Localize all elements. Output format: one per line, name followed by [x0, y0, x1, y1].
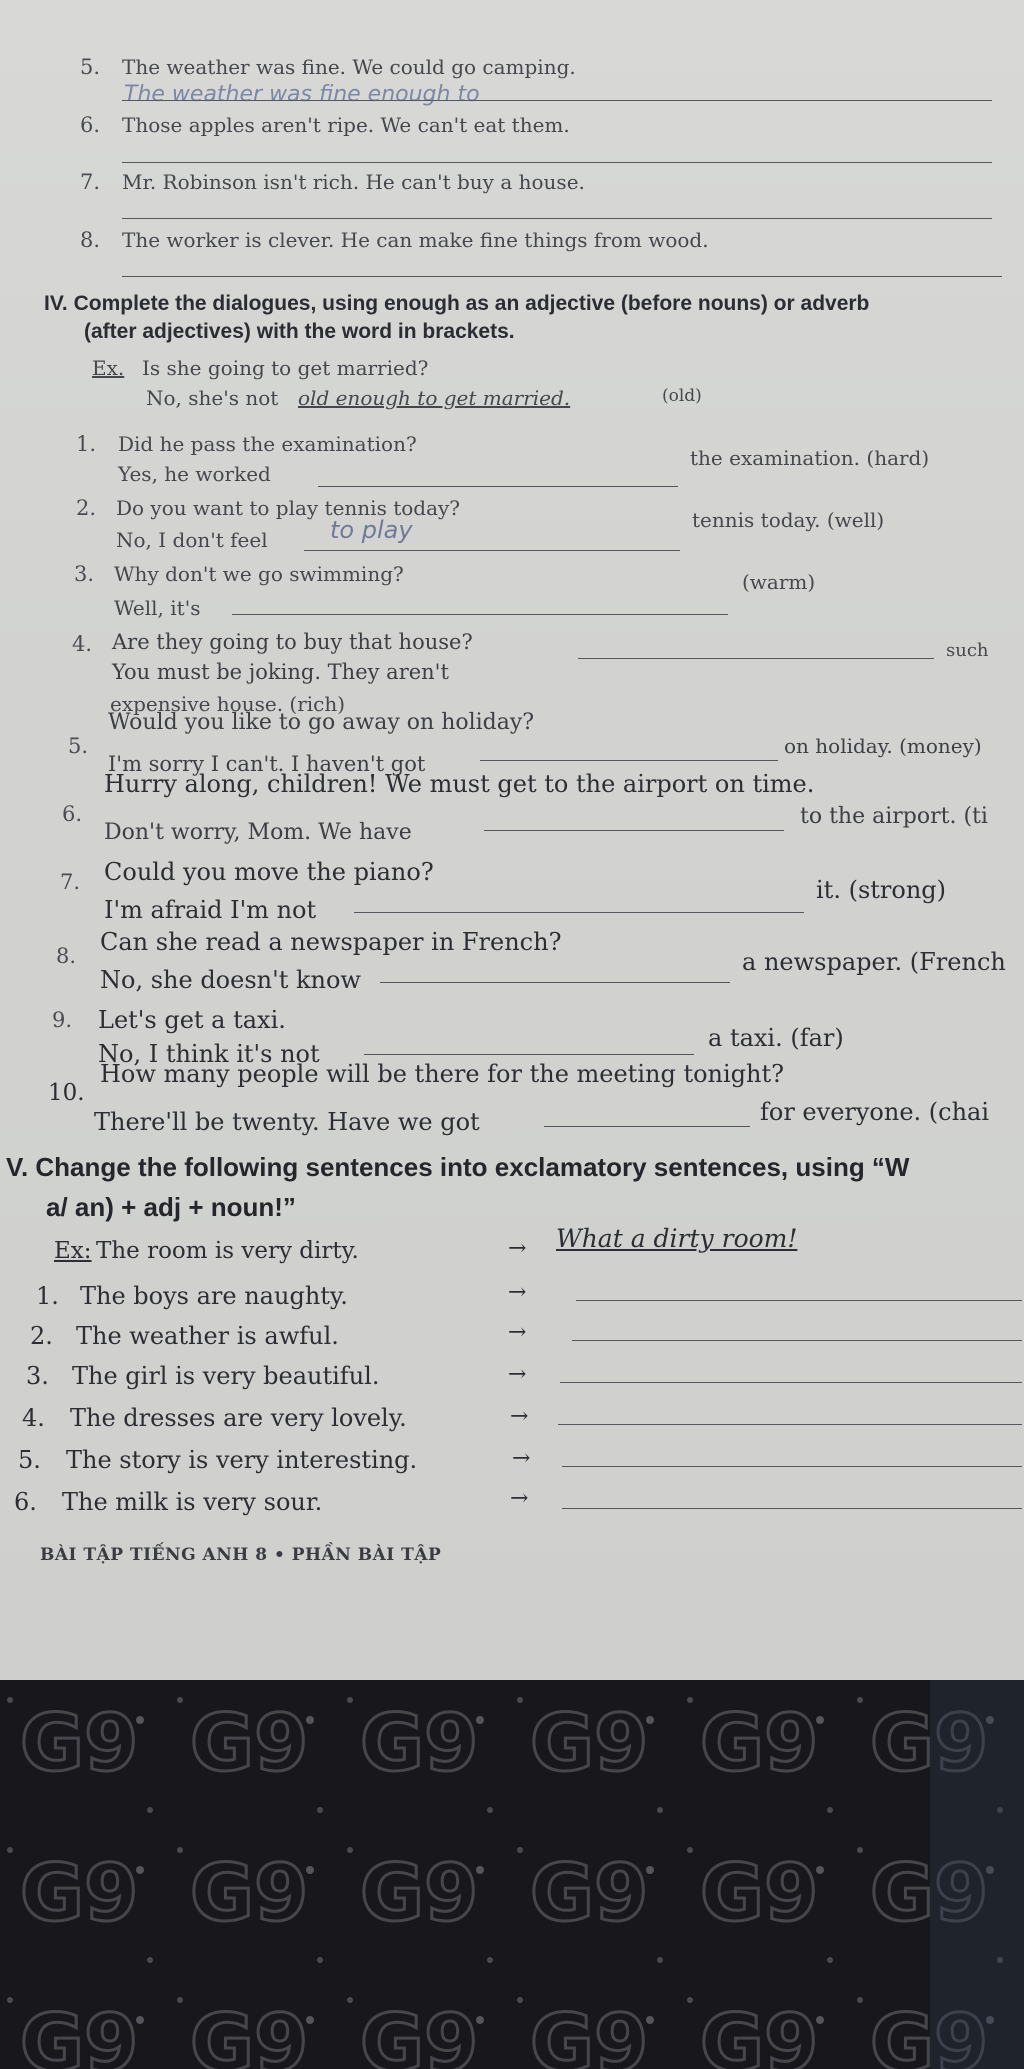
dialogue-answer-prefix: No, I don't feel: [116, 528, 268, 552]
dialogue-answer-prefix: Yes, he worked: [118, 462, 271, 486]
answer-blank[interactable]: [544, 1126, 750, 1127]
item-number: 5.: [18, 1446, 41, 1474]
dialogue-answer-prefix: No, I think it's not: [98, 1040, 320, 1068]
dialogue-extra: expensive house. (rich): [110, 692, 346, 716]
dialogue-hint: on holiday. (money): [784, 734, 982, 758]
example-label: Ex.: [92, 356, 125, 380]
dialogue-answer-prefix: No, she doesn't know: [100, 966, 361, 994]
item-number: 2.: [76, 496, 97, 520]
answer-blank[interactable]: [122, 276, 1002, 277]
answer-blank[interactable]: [576, 1300, 1022, 1301]
dialogue-question: Would you like to go away on holiday?: [108, 710, 535, 735]
item-number: 7.: [80, 170, 101, 194]
section-iv-title-cont: (after adjectives) with the word in brackets.: [84, 320, 515, 343]
page-footer: BÀI TẬP TIẾNG ANH 8 • PHẦN BÀI TẬP: [40, 1545, 442, 1565]
item-text: Mr. Robinson isn't rich. He can't buy a house.: [122, 170, 585, 194]
answer-blank[interactable]: [562, 1466, 1022, 1467]
item-text: The weather was fine. We could go camping.: [122, 55, 576, 79]
answer-blank[interactable]: [354, 912, 804, 913]
item-number: 7.: [60, 870, 81, 894]
dialogue-answer-prefix: I'm sorry I can't. I haven't got: [108, 752, 426, 776]
item-number: 8.: [80, 228, 101, 252]
exclamation-sentence: The milk is very sour.: [62, 1488, 323, 1516]
example-sentence: The room is very dirty.: [96, 1238, 359, 1264]
answer-blank[interactable]: [122, 100, 992, 101]
item-number: 3.: [74, 562, 95, 586]
item-number: 2.: [30, 1322, 53, 1350]
dialogue-question: Why don't we go swimming?: [114, 562, 404, 586]
example-answer: old enough to get married.: [298, 386, 571, 410]
example-answer-prefix: No, she's not: [146, 386, 279, 410]
item-number: 6.: [62, 802, 83, 826]
item-number: 5.: [80, 55, 101, 79]
arrow-icon: →: [510, 1404, 529, 1429]
answer-blank[interactable]: [122, 162, 992, 163]
dialogue-question: Are they going to buy that house?: [112, 630, 473, 654]
arrow-icon: →: [508, 1280, 527, 1305]
answer-blank[interactable]: [364, 1054, 694, 1055]
section-v-title: V. Change the following sentences into exclamatory sentences, using “W: [6, 1152, 910, 1182]
example-question: Is she going to get married?: [142, 356, 429, 380]
dialogue-answer-prefix: I'm afraid I'm not: [104, 896, 317, 924]
example-label: Ex:: [54, 1238, 92, 1264]
item-text: The worker is clever. He can make fine things from wood.: [122, 228, 709, 252]
dialogue-question: How many people will be there for the meeting tonight?: [100, 1060, 785, 1088]
answer-blank[interactable]: [122, 218, 992, 219]
dialogue-answer-prefix: Don't worry, Mom. We have: [104, 820, 412, 845]
exclamation-sentence: The story is very interesting.: [66, 1446, 418, 1474]
exclamation-sentence: The boys are naughty.: [80, 1282, 348, 1310]
answer-blank[interactable]: [560, 1382, 1022, 1383]
dialogue-hint: tennis today. (well): [692, 508, 885, 532]
item-number: 6.: [14, 1488, 37, 1516]
item-number: 8.: [56, 944, 77, 968]
dialogue-hint: it. (strong): [816, 876, 947, 904]
dialogue-answer-prefix: Well, it's: [114, 596, 201, 620]
arrow-icon: →: [512, 1446, 531, 1471]
dialogue-question: Do you want to play tennis today?: [116, 496, 461, 520]
dialogue-hint: a newspaper. (French: [742, 948, 1006, 976]
dialogue-hint: (warm): [742, 570, 816, 594]
dialogue-question: Could you move the piano?: [104, 858, 434, 886]
dialogue-question: Can she read a newspaper in French?: [100, 928, 562, 956]
item-text: Those apples aren't ripe. We can't eat them.: [122, 113, 570, 137]
arrow-icon: →: [508, 1236, 527, 1261]
handwritten-answer: The weather was fine enough to: [124, 82, 480, 107]
answer-blank[interactable]: [562, 1508, 1022, 1509]
arrow-icon: →: [508, 1362, 527, 1387]
dialogue-question: Did he pass the examination?: [118, 432, 417, 456]
exclamation-sentence: The dresses are very lovely.: [70, 1404, 407, 1432]
dialogue-hint: to the airport. (ti: [800, 804, 988, 829]
fabric-pattern-image: [0, 1680, 1024, 2069]
item-number: 6.: [80, 113, 101, 137]
dialogue-answer-prefix: You must be joking. They aren't: [112, 660, 449, 684]
section-v-title-cont: a/ an) + adj + noun!”: [46, 1192, 296, 1222]
dialogue-answer-prefix: There'll be twenty. Have we got: [94, 1108, 480, 1136]
dialogue-hint: a taxi. (far): [708, 1024, 844, 1052]
answer-blank[interactable]: [484, 830, 784, 831]
answer-blank[interactable]: [578, 658, 934, 659]
answer-blank[interactable]: [318, 486, 678, 487]
dialogue-hint: such: [946, 640, 989, 661]
example-answer: What a dirty room!: [556, 1224, 798, 1253]
dialogue-hint: for everyone. (chai: [760, 1098, 990, 1126]
handwritten-answer: to play: [330, 516, 413, 544]
example-hint: (old): [662, 386, 702, 406]
arrow-icon: →: [508, 1320, 527, 1345]
item-number: 4.: [72, 632, 93, 656]
item-number: 1.: [76, 432, 97, 456]
answer-blank[interactable]: [380, 982, 730, 983]
section-iv-title: IV. Complete the dialogues, using enough as an adjective (before nouns) or adverb: [44, 292, 870, 315]
answer-blank[interactable]: [572, 1340, 1022, 1341]
item-number: 10.: [48, 1080, 85, 1106]
answer-blank[interactable]: [558, 1424, 1022, 1425]
answer-blank[interactable]: [480, 760, 778, 761]
answer-blank[interactable]: [304, 550, 680, 551]
background-fabric: [0, 1680, 1024, 2069]
arrow-icon: →: [510, 1486, 529, 1511]
item-number: 3.: [26, 1362, 49, 1390]
exclamation-sentence: The girl is very beautiful.: [72, 1362, 380, 1390]
dialogue-question: Hurry along, children! We must get to the airport on time.: [104, 770, 815, 798]
item-number: 5.: [68, 734, 89, 758]
item-number: 1.: [36, 1282, 59, 1310]
item-number: 9.: [52, 1008, 73, 1032]
dialogue-question: Let's get a taxi.: [98, 1006, 286, 1034]
dialogue-hint: the examination. (hard): [690, 446, 930, 470]
answer-blank[interactable]: [232, 614, 728, 615]
item-number: 4.: [22, 1404, 45, 1432]
exclamation-sentence: The weather is awful.: [76, 1322, 339, 1350]
